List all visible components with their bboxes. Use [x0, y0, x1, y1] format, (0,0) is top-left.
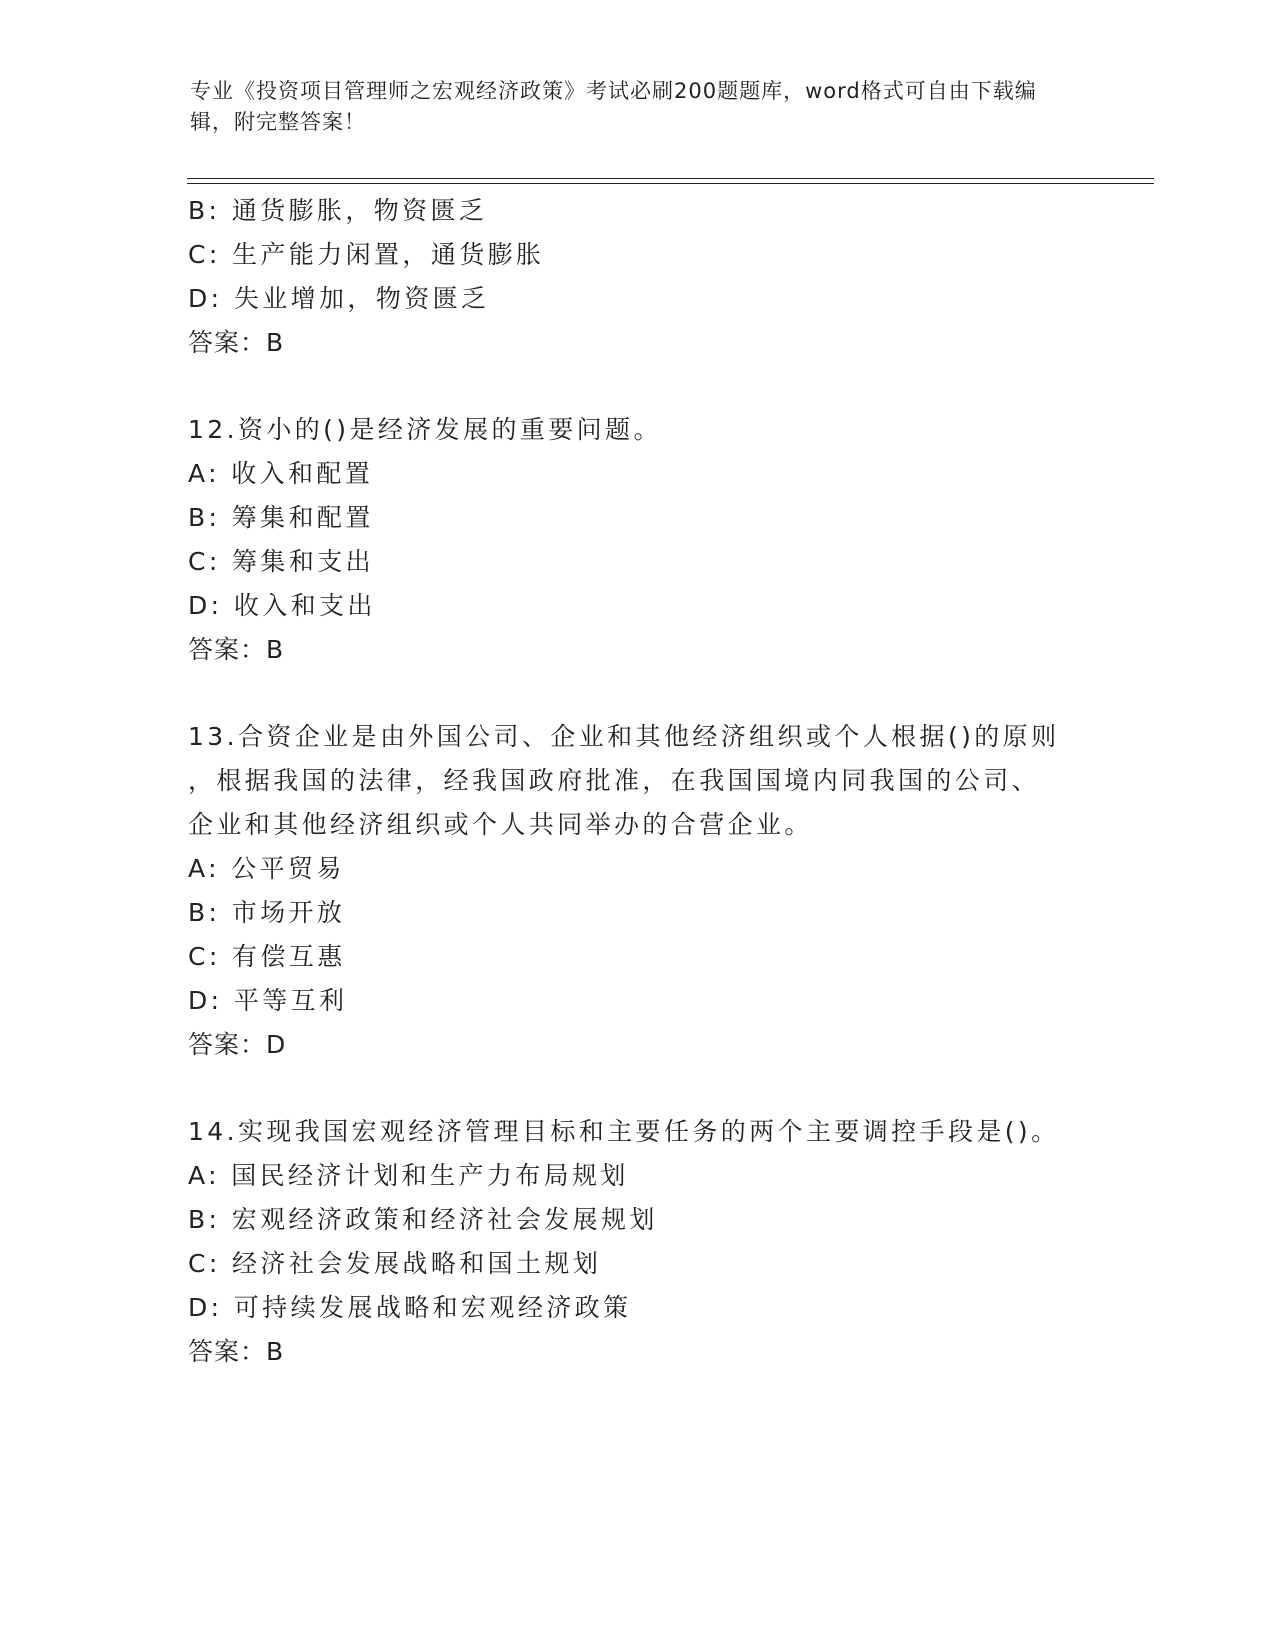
q13-answer: 答案：D [188, 1030, 287, 1059]
q14-option-d: D: 可持续发展战略和宏观经济政策 [188, 1293, 632, 1322]
header-divider-top [187, 178, 1154, 179]
q12-answer: 答案：B [188, 635, 285, 664]
q12-option-c: C: 筹集和支出 [188, 547, 375, 576]
q14-answer: 答案：B [188, 1337, 285, 1366]
q12-option-d: D: 收入和支出 [188, 591, 376, 620]
q12-option-b: B: 筹集和配置 [188, 503, 374, 532]
q11-option-b: B: 通货膨胀，物资匮乏 [188, 196, 488, 225]
q14-option-a: A: 国民经济计划和生产力布局规划 [188, 1161, 629, 1190]
q14-option-c: C: 经济社会发展战略和国土规划 [188, 1249, 602, 1278]
q12-option-a: A: 收入和配置 [188, 459, 374, 488]
q13-stem-line-2: ，根据我国的法律，经我国政府批准，在我国国境内同我国的公司、 [188, 766, 1041, 795]
q12-stem: 12.资小的()是经济发展的重要问题。 [188, 415, 662, 444]
q13-option-d: D: 平等互利 [188, 986, 348, 1015]
q11-answer: 答案：B [188, 328, 285, 357]
q13-option-c: C: 有偿互惠 [188, 942, 346, 971]
q14-stem: 14.实现我国宏观经济管理目标和主要任务的两个主要调控手段是()。 [188, 1117, 1060, 1146]
q13-stem-line-1: 13.合资企业是由外国公司、企业和其他经济组织或个人根据()的原则 [188, 722, 1060, 751]
header-divider-bottom [187, 183, 1154, 184]
q13-option-b: B: 市场开放 [188, 898, 346, 927]
q11-option-d: D: 失业增加，物资匮乏 [188, 284, 490, 313]
q11-option-c: C: 生产能力闲置，通货膨胀 [188, 240, 545, 269]
q14-option-b: B: 宏观经济政策和经济社会发展规划 [188, 1205, 658, 1234]
q13-option-a: A: 公平贸易 [188, 854, 345, 883]
document-header: 专业《投资项目管理师之宏观经济政策》考试必刷200题题库，word格式可自由下载编辑，附完整答案！ [190, 79, 1037, 134]
q13-stem-line-3: 企业和其他经济组织或个人共同举办的合营企业。 [188, 810, 813, 839]
